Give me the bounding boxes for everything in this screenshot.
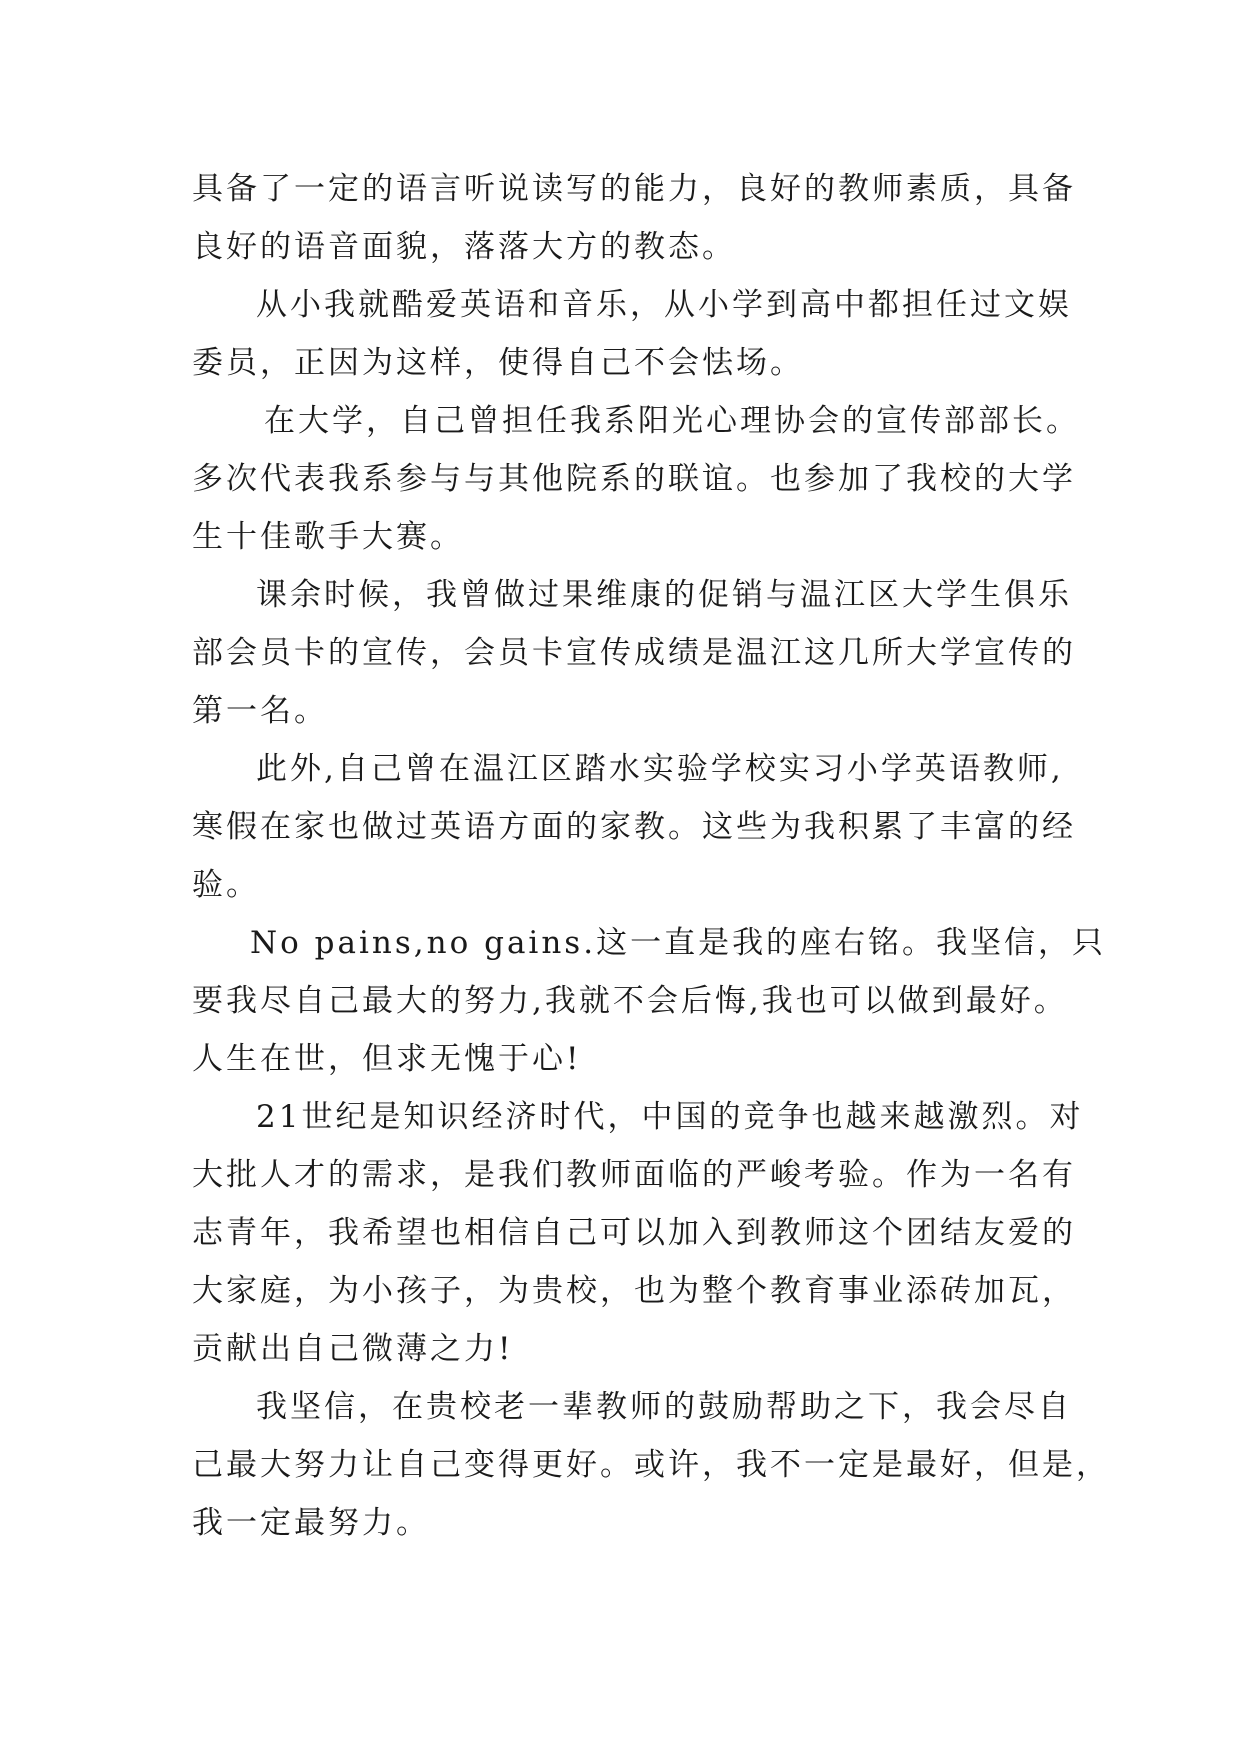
text-line: 此外,自己曾在温江区踏水实验学校实习小学英语教师, xyxy=(256,751,1064,787)
paragraph xyxy=(192,160,1076,276)
paragraph xyxy=(192,392,1080,566)
text-line: 在大学，自己曾担任我系阳光心理协会的宣传部部长。 xyxy=(264,403,1080,439)
text-line: 良好的语音面貌，落落大方的教态。 xyxy=(192,229,736,265)
paragraph xyxy=(192,1088,1084,1378)
text-line: 21世纪是知识经济时代，中国的竞争也越来越激烈。对 xyxy=(256,1099,1084,1135)
text-line: 生十佳歌手大赛。 xyxy=(192,519,464,555)
paragraph xyxy=(192,276,1072,392)
text-line: 具备了一定的语言听说读写的能力，良好的教师素质，具备 xyxy=(192,171,1076,207)
text-line: 己最大努力让自己变得更好。或许，我不一定是最好，但是， xyxy=(192,1447,1110,1483)
text-line: 多次代表我系参与与其他院系的联谊。也参加了我校的大学 xyxy=(192,461,1076,497)
text-line: 验。 xyxy=(192,867,260,903)
paragraph xyxy=(192,1378,1110,1552)
text-line: 大批人才的需求，是我们教师面临的严峻考验。作为一名有 xyxy=(192,1157,1076,1193)
text-line: 大家庭，为小孩子，为贵校，也为整个教育事业添砖加瓦， xyxy=(192,1273,1076,1309)
text-line: 我一定最努力。 xyxy=(192,1505,430,1541)
text-line: 要我尽自己最大的努力,我就不会后悔,我也可以做到最好。 xyxy=(192,983,1068,1019)
paragraph xyxy=(192,740,1076,914)
paragraph xyxy=(192,566,1076,740)
text-line: 寒假在家也做过英语方面的家教。这些为我积累了丰富的经 xyxy=(192,809,1076,845)
document-body xyxy=(192,160,1110,1552)
text-line: No pains,no gains.这一直是我的座右铭。我坚信，只 xyxy=(250,925,1107,961)
text-line: 第一名。 xyxy=(192,693,328,729)
text-line: 志青年，我希望也相信自己可以加入到教师这个团结友爱的 xyxy=(192,1215,1076,1251)
text-line: 贡献出自己微薄之力! xyxy=(192,1331,514,1367)
text-line: 部会员卡的宣传，会员卡宣传成绩是温江这几所大学宣传的 xyxy=(192,635,1076,671)
text-line: 从小我就酷爱英语和音乐，从小学到高中都担任过文娱 xyxy=(256,287,1072,323)
text-line: 人生在世，但求无愧于心! xyxy=(192,1041,582,1077)
text-line: 委员，正因为这样，使得自己不会怯场。 xyxy=(192,345,804,381)
text-line: 课余时候，我曾做过果维康的促销与温江区大学生俱乐 xyxy=(256,577,1072,613)
text-line: 我坚信，在贵校老一辈教师的鼓励帮助之下，我会尽自 xyxy=(256,1389,1072,1425)
paragraph xyxy=(192,914,1107,1088)
